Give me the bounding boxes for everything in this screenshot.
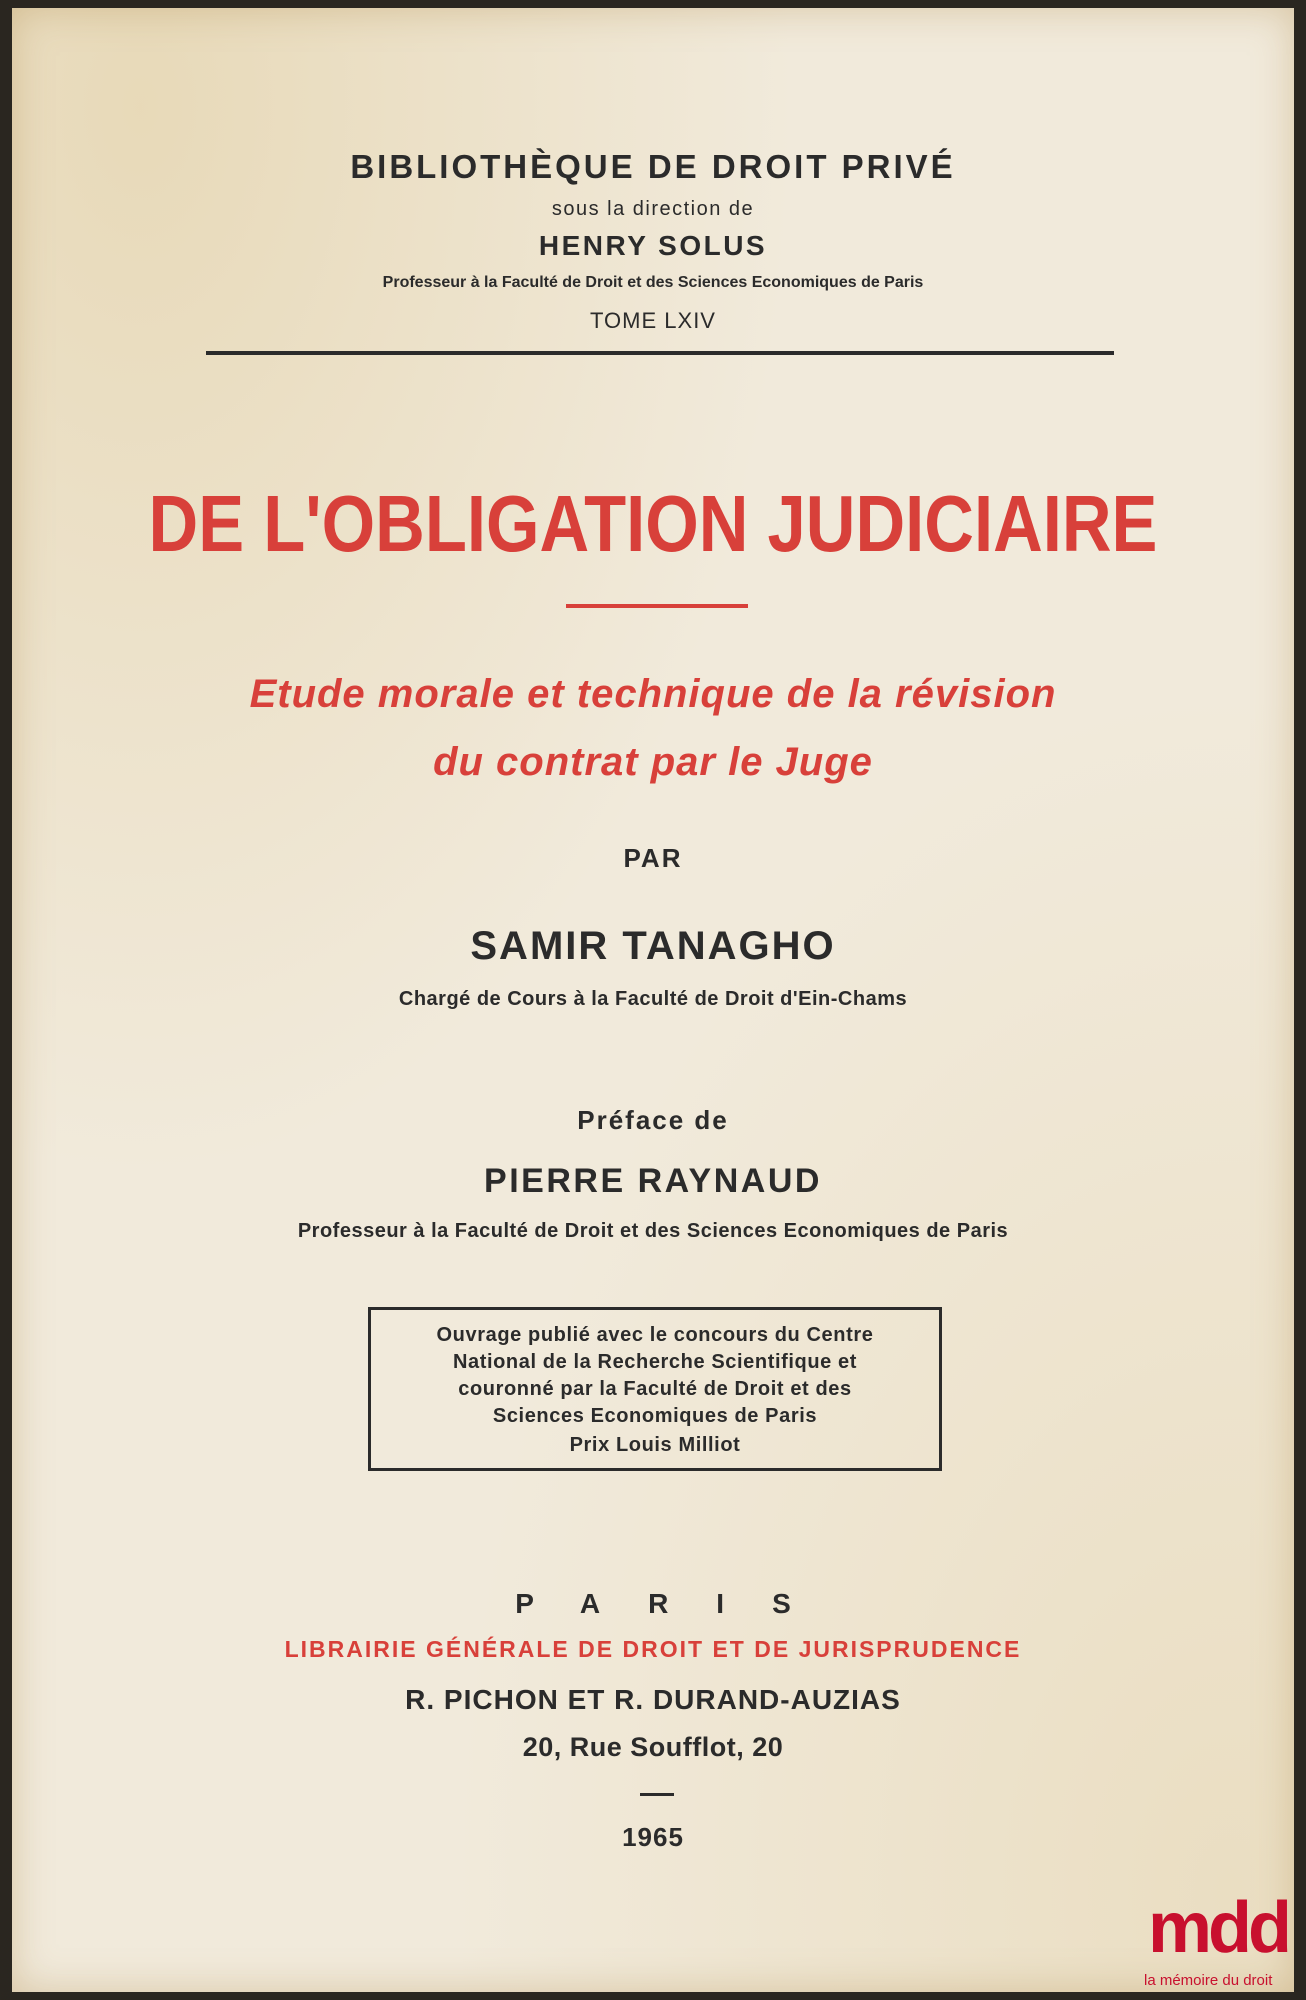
notice-line: National de la Recherche Scientifique et [452, 1351, 858, 1373]
imprint-address: 20, Rue Soufflot, 20 [522, 1732, 784, 1762]
header-divider [206, 351, 1114, 355]
publication-notice-box [368, 1307, 942, 1471]
mdd-logo-tagline: la mémoire du droit [1144, 1972, 1273, 1989]
notice-line: Ouvrage publié avec le concours du Centre [436, 1324, 874, 1346]
publication-year: 1965 [622, 1822, 684, 1852]
notice-line: couronné par la Faculté de Droit et des [458, 1378, 852, 1400]
tome-number: TOME LXIV [590, 308, 716, 333]
series-title: BIBLIOTHÈQUE DE DROIT PRIVÉ [350, 148, 956, 185]
book-subtitle-line2: du contrat par le Juge [433, 740, 873, 784]
imprint-publisher: LIBRAIRIE GÉNÉRALE DE DROIT ET DE JURISPRUDENCE [284, 1636, 1022, 1662]
imprint-city: PARIS [515, 1588, 839, 1619]
notice-line: Sciences Economiques de Paris [492, 1405, 818, 1427]
title-divider [566, 604, 748, 608]
series-editor: HENRY SOLUS [538, 230, 768, 261]
preface-label: Préface de [577, 1105, 729, 1135]
imprint-printer: R. PICHON ET R. DURAND-AUZIAS [405, 1684, 901, 1715]
mdd-logo [1144, 1888, 1306, 2000]
direction-label: sous la direction de [551, 198, 755, 220]
notice-line: Prix Louis Milliot [569, 1434, 741, 1456]
preface-author: PIERRE RAYNAUD [484, 1162, 822, 1200]
logo-text: mdd [1148, 1888, 1288, 1968]
mdd-logo-mark [1148, 1888, 1288, 1968]
author-affiliation: Chargé de Cours à la Faculté de Droit d'Ein-Chams [398, 988, 908, 1010]
book-title: DE L'OBLIGATION JUDICIAIRE [148, 479, 1158, 568]
imprint-dash [640, 1793, 674, 1796]
book-subtitle-line1: Etude morale et technique de la révision [249, 672, 1057, 716]
by-label: PAR [623, 843, 683, 873]
preface-author-affiliation: Professeur à la Faculté de Droit et des Sciences Economiques de Paris [297, 1220, 1009, 1242]
series-editor-affiliation: Professeur à la Faculté de Droit et des Sciences Economiques de Paris [382, 274, 924, 291]
author-name: SAMIR TANAGHO [470, 924, 836, 968]
